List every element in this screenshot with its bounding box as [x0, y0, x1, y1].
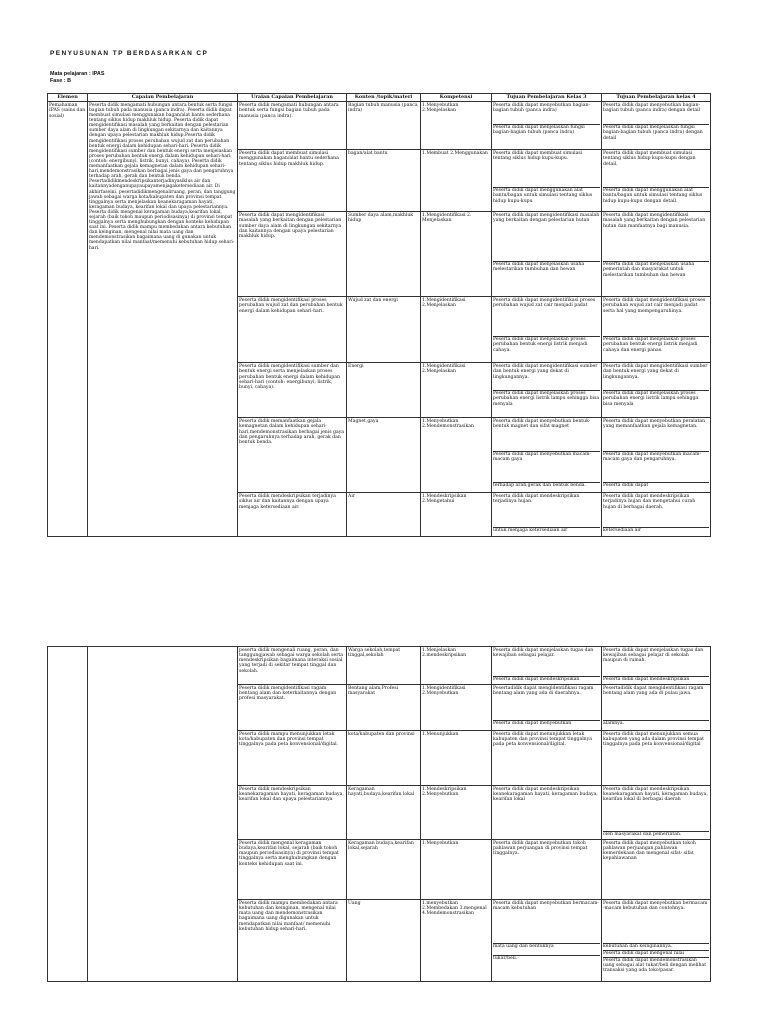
uraian-cell: Peserta didik mengidentifikasi proses perubahan wujud zat dan perubahan bentuk energi dalam kehidupan sehari-hari.: [238, 297, 347, 363]
uraian-cell: Peserta didik mampu menunjukkan letak kota/kabupaten dan provinsi tempat tinggalnya pada peta konvensional/digital.: [238, 731, 347, 786]
tp4-cell: [602, 900, 711, 982]
tp-item: Peserta didik dapat menjelaskan proses perubahan bentuk energi listrik menjadi cahaya dan energi panas.: [603, 336, 709, 353]
tp-item: Peserta didik dapat mendeskripsikan terjadinya hujan.: [493, 493, 580, 505]
tp-item: Peserta didik dapat menyebutkan peralatan yang memanfaatkan gejala kemagnetan.: [603, 418, 706, 430]
tp-item: Peserta didik dapat menjelaskan tugas dan kewajiban sebagai pelajar.: [493, 647, 594, 658]
tp-item: Pesertadidik dapat mengidentifikasi ragam bentang alam yang ada di daerahnya.: [493, 685, 594, 696]
uraian-cell: Peserta didik mendeskripsikan terjadinya siklus air dan kaitannya dengan upaya menjaga ketersediaan air.: [238, 493, 347, 537]
tp3-cell: [492, 493, 602, 537]
table-header-row: [48, 94, 711, 102]
tp4-cell: [602, 150, 711, 212]
tp3-cell: [492, 212, 602, 297]
tp-item: Peserta didik dapat: [603, 482, 709, 488]
tp-item: oleh masyarakat dan pemerintah.: [603, 831, 709, 837]
tp3-cell: [492, 297, 602, 363]
column-header: Tujuan Pembelajaran kelas 4: [602, 94, 711, 102]
column-header: Uraian Capaian Pembelajaran: [238, 94, 347, 102]
tp-item: Peserta didik dapat menyebutkan bentuk-bentuk magnet dan sifat magnet: [493, 418, 591, 430]
column-header: Kompetensi: [421, 94, 492, 102]
column-header: Konten /topik/materi: [347, 94, 421, 102]
tp-item: Peserta didik dapat menjelaskan fungsi bagian-bagian tubuh (panca indra) dengan detail: [603, 124, 709, 141]
tp-item: Peserta didik dapat mengenal nilai: [603, 950, 709, 957]
table-row: [48, 647, 711, 685]
tp-item: Peserta didik dapat mengidentifikasi proses perubahan wujud zat cair menjadi padat: [493, 297, 596, 309]
column-header: Capaian Pembelajaran: [88, 94, 238, 102]
kompetensi-cell: 1.Membuat 2.Menggunakan: [421, 150, 492, 212]
tp-item: tukar/beli.: [493, 955, 600, 961]
tp3-cell: [492, 685, 602, 731]
tp-item: untuk menjaga ketersediaan air: [493, 527, 600, 533]
konten-cell: Magnet,gaya: [347, 418, 421, 493]
konten-cell: bagan/alat bantu: [347, 150, 421, 212]
tp-item: Peserta didik dapat mengidentifikasi proses perubahan wujud zat cair menjadi padat serta hal yang mempengaruhinya.: [603, 297, 706, 314]
tp-table-page-1: [47, 93, 711, 537]
subject-label: Mata pelajaran : IPAS: [50, 71, 105, 77]
kompetensi-cell: 1.Menunjukkan: [421, 731, 492, 786]
tp-item: Peserta didik dapat mendeskripsikan keanekaragaman hayati, keragaman budaya, kearifan lokal di berbagai daerah: [603, 786, 708, 803]
tp4-cell: [602, 363, 711, 418]
tp-item: Peserta didik dapat mendemonstrasikan uang sebagai alat tukar/beli dengan melihat transaksi yang ada toko/pasar.: [603, 957, 709, 974]
tp4-cell: [602, 102, 711, 150]
column-header: Tujuan Pembelajaran Kelas 3: [492, 94, 602, 102]
konten-cell: Wujud zat dan energi: [347, 297, 421, 363]
konten-cell: Uang: [347, 900, 421, 982]
kompetensi-cell: 1.Mengidentifikasi 2.Menjelaskan: [421, 297, 492, 363]
kompetensi-cell: 1.Mengidentifikasi 2.Menyebutkan: [421, 685, 492, 731]
column-header: Elemen: [48, 94, 88, 102]
tp-item: Peserta didik dapat mengidentifikasi sumber dan bentuk energi yang dekat di lingkungannya.: [603, 363, 708, 380]
tp-item: mata uang dan bentuknya: [493, 943, 600, 955]
tp-item: Peserta didik dapat menyebutkan bermacam- macam kebutuhan: [493, 900, 599, 911]
tp-item: Pesertadidik dapat mengidentifikasi ragam bentang alam yang ada di pulau jawa.: [603, 685, 704, 696]
element-cell: Pemahaman IPAS (sains dan sosial): [48, 102, 88, 537]
tp-item: Peserta didik dapat menjelaskan fungsi bagian-bagian tubuh (panca indra): [493, 124, 600, 136]
tp-item: Peserta didik dapat mendeskripsikan terjadinya hujan dan mengetahui curah hujan di berbagai daerah.: [603, 493, 696, 510]
kompetensi-cell: 1.Mendeskripsikan 2.Menyebutkan: [421, 786, 492, 840]
tp-item: Peserta didik dapat menyebutkan bagian-bagian tubuh (panca indra) dengan detail: [603, 102, 701, 114]
tp3-cell: Peserta didik dapat menyebutkan tokoh pahlawan perjuangan di provinsi tempat tinggalnya.: [492, 840, 602, 900]
kompetensi-cell: 1.Mengidentifikasi 2. Menjelaskan: [421, 212, 492, 297]
kompetensi-cell: 1.Mendeskripsikan 2.Mengetahui: [421, 493, 492, 537]
uraian-cell: peserta didik mengenali ruang, peran, dan tanggungjawab sebagai warga sekolah serta mendeskripsikan bagaimana interaksi sosial yang terjadi di sekitar tempat tinggal dan sekolah.: [238, 647, 347, 685]
cp-cell: [88, 647, 238, 982]
kompetensi-cell: 1.Mengidentifikasi 2.Menjelaskan: [421, 363, 492, 418]
cp-cell: Peserta didik mengamati hubungan antara bentuk serta fungsi bagian tubuh pada manusia (panca indra). Peserta didik dapat membuat simulasi menggunakan bagan/alat bantu sederhana tentang siklus hidup makhluk hidup. Peserta didik dapat mengidentifikasi masalah yang berkaitan dengan pelestarian sumber daya alam di lingkungan sekitarnya dan kaitannya dengan upaya pelestarian makhluk hidup.Peserta didik mengidentifikasi proses perubahan wujud zat dan perubahan bentuk energi dalam kehidupan sehari-hari. Peserta didik mengidentifikasi sumber dan bentuk energi serta menjelaskan proses perubahan bentuk energi dalam kehidupan sehari-hari (contoh: energibunyi, listrik, bunyi, cahaya). Peserta didik memanfaatkan gejala kemagnetan dalam kehidupan sehari-hari,mendemonstrasikan berbagai jenis gaya dan pengaruhnya terhadap arah, gerak dan bentuk benda. Pesertadidikmendeskripsikanterjadinyasiklus air dan kaitannyadenganupayaupayamenjagaketersediaan air. Di akhirfaseini, pesertadidikmengenaliruang, peran, dan tanggung jawab sebagai warga kota/kabupaten dan provinsi tempat tinggalnya serta menjelaskan keanekaragaman hayati, keragaman budaya, kearifan lokal dan upaya pelestariannya. Peserta didik mengenal keragaman budaya,kearifan lokal, sejarah (baik tokoh maupun periodisasinya) di provinsi tempat tinggalnya serta menghubungkan dengan konteks kehidupan saat ini. Peserta didik mampu membedakan antara kebutuhan dan keinginan, mengenal nilai mata uang dan mendemonstrasikan bagaimana uang di gunakan untuk mendapatkan nilai manfaat/memenuhi kebutuhan hidup sehari-hari.: [88, 102, 238, 537]
tp4-cell: [602, 297, 711, 363]
uraian-cell: Peserta didik mengidentifikasi ragam bentang alam dan keterkaitannya dengan profesi masyarakat.: [238, 685, 347, 731]
tp3-cell: [492, 363, 602, 418]
tp-item: Peserta didik dapat mengidentifikasi masalah yang berkaitan dengan pelestarian hutan: [493, 212, 600, 224]
kompetensi-cell: 1.Menjelaskan 2.mendeskripsikan: [421, 647, 492, 685]
konten-cell: Bagian tubuh manusia (panca indra): [347, 102, 421, 150]
uraian-cell: Peserta didik mampu membedakan antara kebutuhan dan keinginan, mengenal nilai mata uang dan mendemonstrasikan bagaimana uang digunakan untuk mendapatkan nilai manfaat/ memenuhi kebutuhan hidup sehari-hari.: [238, 900, 347, 982]
uraian-cell: Peserta didik mengidentifikasi sumber dan bentuk energi serta menjelaskan proses perubahan bentuk energi dalam kehidupan sehari-hari (contoh: energibunyi, listrik, bunyi, cahaya).: [238, 363, 347, 418]
tp4-cell: [602, 786, 711, 840]
table-row: [48, 102, 711, 150]
tp-item: Peserta didik dapat menjelaskan tugas dan kewajiban sebagai pelajar di sekolah maupun di rumah.: [603, 647, 704, 664]
tp4-cell: [602, 212, 711, 297]
tp-item: Peserta didik dapat menyebutkan macam-macam gaya: [493, 451, 600, 482]
tp-item: terhadap arah,gerak dan bentuk benda.: [493, 482, 600, 488]
tp-item: kebutuhan dan keinginannya.: [603, 943, 709, 950]
uraian-cell: Peserta didik dapat membuat simulasi menggunakan bagan/alat bantu sederhana tentang siklus hidup makhluk hidup.: [238, 150, 347, 212]
tp-item: Peserta didik dapat menyebutkan bermacam -macam kebutuhan dan contohnya.: [603, 900, 708, 911]
tp-item: Peserta didik dapat menggunakan alat bantu/bagan untuk simulasi tentang siklus hidup kupu-kupu dengan detail.: [603, 187, 709, 204]
konten-cell: Energi: [347, 363, 421, 418]
tp-item: Peserta didik dapat menggunakan alat bantu/bagan untuk simulasi tentang siklus hidup kupu-kupu: [493, 187, 600, 204]
tp3-cell: Peserta didik dapat menunjukkan letak kabupaten dan provinsi tempat tinggalnya pada peta konvensional/digital.: [492, 731, 602, 786]
tp3-cell: [492, 150, 602, 212]
uraian-cell: Peserta didik mendeskripsikan keanekaragaman hayati, keragaman budaya, kearifan lokal dan upaya pelestariannya: [238, 786, 347, 840]
kompetensi-cell: 1.Menyebutkan: [421, 840, 492, 900]
uraian-cell: Peserta didik memanfaatkan gejala kemagnetan dalam kehidupan sehari-hari,mendemonstrasikan berbagai jenis gaya dan pengaruhnya terhadap arah, gerak dan bentuk benda.: [238, 418, 347, 493]
tp-item: Peserta didik dapat menjelaskan usaha melestarikan tumbuhan dan hewan: [493, 261, 600, 273]
tp4-cell: [602, 418, 711, 493]
konten-cell: Bentang alam,Profesi masyarakat: [347, 685, 421, 731]
tp-item: Peserta didik dapat mendeskripsikan: [603, 676, 709, 682]
tp-item: Peserta didik dapat menyebutkan macam-macam gaya dan pengaruhnya.: [603, 451, 709, 482]
uraian-cell: Peserta didik mengamati hubungan antara bentuk serta fungsi bagian tubuh pada manusia (panca indra).: [238, 102, 347, 150]
tp-item: ketersediaan air: [603, 527, 709, 533]
kompetensi-cell: 1.menyebutkan 2.Membedakan 3.mengenal 4.Mendemonstrasikan: [421, 900, 492, 982]
tp4-cell: [602, 493, 711, 537]
tp-item: Peserta didik dapat membuat simulasi tentang siklus hidup kupu-kupu.: [493, 150, 583, 162]
uraian-cell: Peserta didik mengenal keragaman budaya,kearifan lokal, sejarah (baik tokoh maupun periodisasinya) di provinsi tempat tinggalnya serta menghubungkan dengan konteks kehidupan saat ini.: [238, 840, 347, 900]
konten-cell: Air: [347, 493, 421, 537]
tp-item: Peserta didik dapat menjelaskan proses perubahan bentuk energi listrik menjadi cahaya.: [493, 336, 600, 353]
tp-item: Peserta didik dapat menyebutkan bagian-bagian tubuh (panca indra): [493, 102, 591, 114]
tp4-cell: Peserta didik dapat menunjukkan semua kabupaten yang ada dalam provinsi tempat tinggalnya pada peta konvensional/digital: [602, 731, 711, 786]
tp3-cell: Peserta didik dapat mendeskripsikan keanekaragaman hayati, keragaman budaya, kearifan lokal: [492, 786, 602, 840]
document-title: PENYUSUNAN TP BERDASARKAN CP: [50, 50, 209, 57]
tp-item: Peserta didik dapat menjelaskan proses perubahan energi listrik lampu sehingga bisa menyala: [603, 390, 709, 407]
tp-item: Peserta didik dapat menjelaskan proses perubahan energi listrik lampu sehingga bisa menyala: [493, 390, 600, 407]
konten-cell: Keragaman budaya,kearifan lokal,sejarah: [347, 840, 421, 900]
tp-item: Peserta didik dapat mengidentifikasi sumber dan bentuk energi yang dekat di lingkungannya.: [493, 363, 598, 380]
element-cell: [48, 647, 88, 982]
tp3-cell: [492, 418, 602, 493]
tp-item: Peserta didik dapat menjelaskan usaha pemerintah dan masyarakat untuk melestarikan tumbuhan dan hewan: [603, 261, 709, 278]
tp-item: Peserta didik dapat membuat simulasi tentang siklus hidup kupu-kupu dengan detail.: [603, 150, 696, 167]
tp-table-page-2: [47, 646, 711, 982]
tp-item: Peserta didik dapat mendeskripsikan: [493, 676, 600, 682]
konten-cell: kota/kabupaten dan provinsi: [347, 731, 421, 786]
tp-item: alamnya.: [603, 720, 709, 726]
uraian-cell: Peserta didik dapat mengidentifikasi masalah yang berkaitan dengan pelestarian sumber daya alam di lingkungan sekitarnya dan kaitannya dengan upaya pelestarian makhluk hidup.: [238, 212, 347, 297]
tp4-cell: [602, 685, 711, 731]
konten-cell: Keragaman hayati,budaya,kearifan lokal: [347, 786, 421, 840]
tp4-cell: Peserta didik dapat menyebutkan tokoh pahlawan perjuangan,pahlawan kemerdekaan dan mengenal sifat- sifat kepahlawanan: [602, 840, 711, 900]
tp3-cell: [492, 900, 602, 982]
tp-item: Peserta didik dapat menyebutkan: [493, 720, 600, 726]
kompetensi-cell: 1.Menyebutkan 2.Menjelaskan: [421, 102, 492, 150]
tp3-cell: [492, 102, 602, 150]
konten-cell: Sumber daya alam,makhluk hidup: [347, 212, 421, 297]
tp-item: Peserta didik dapat mengidentifikasi masalah yang berkaitan dengan pelestarian hutan dan manfaatnya bagi manusia.: [603, 212, 706, 229]
tp3-cell: [492, 647, 602, 685]
kompetensi-cell: 1.Menyebutkan 2.Mendemonstrasikan: [421, 418, 492, 493]
phase-label: Fase : B: [50, 78, 71, 84]
konten-cell: Warga sekolah,tempat tinggal,sekolah: [347, 647, 421, 685]
tp4-cell: [602, 647, 711, 685]
